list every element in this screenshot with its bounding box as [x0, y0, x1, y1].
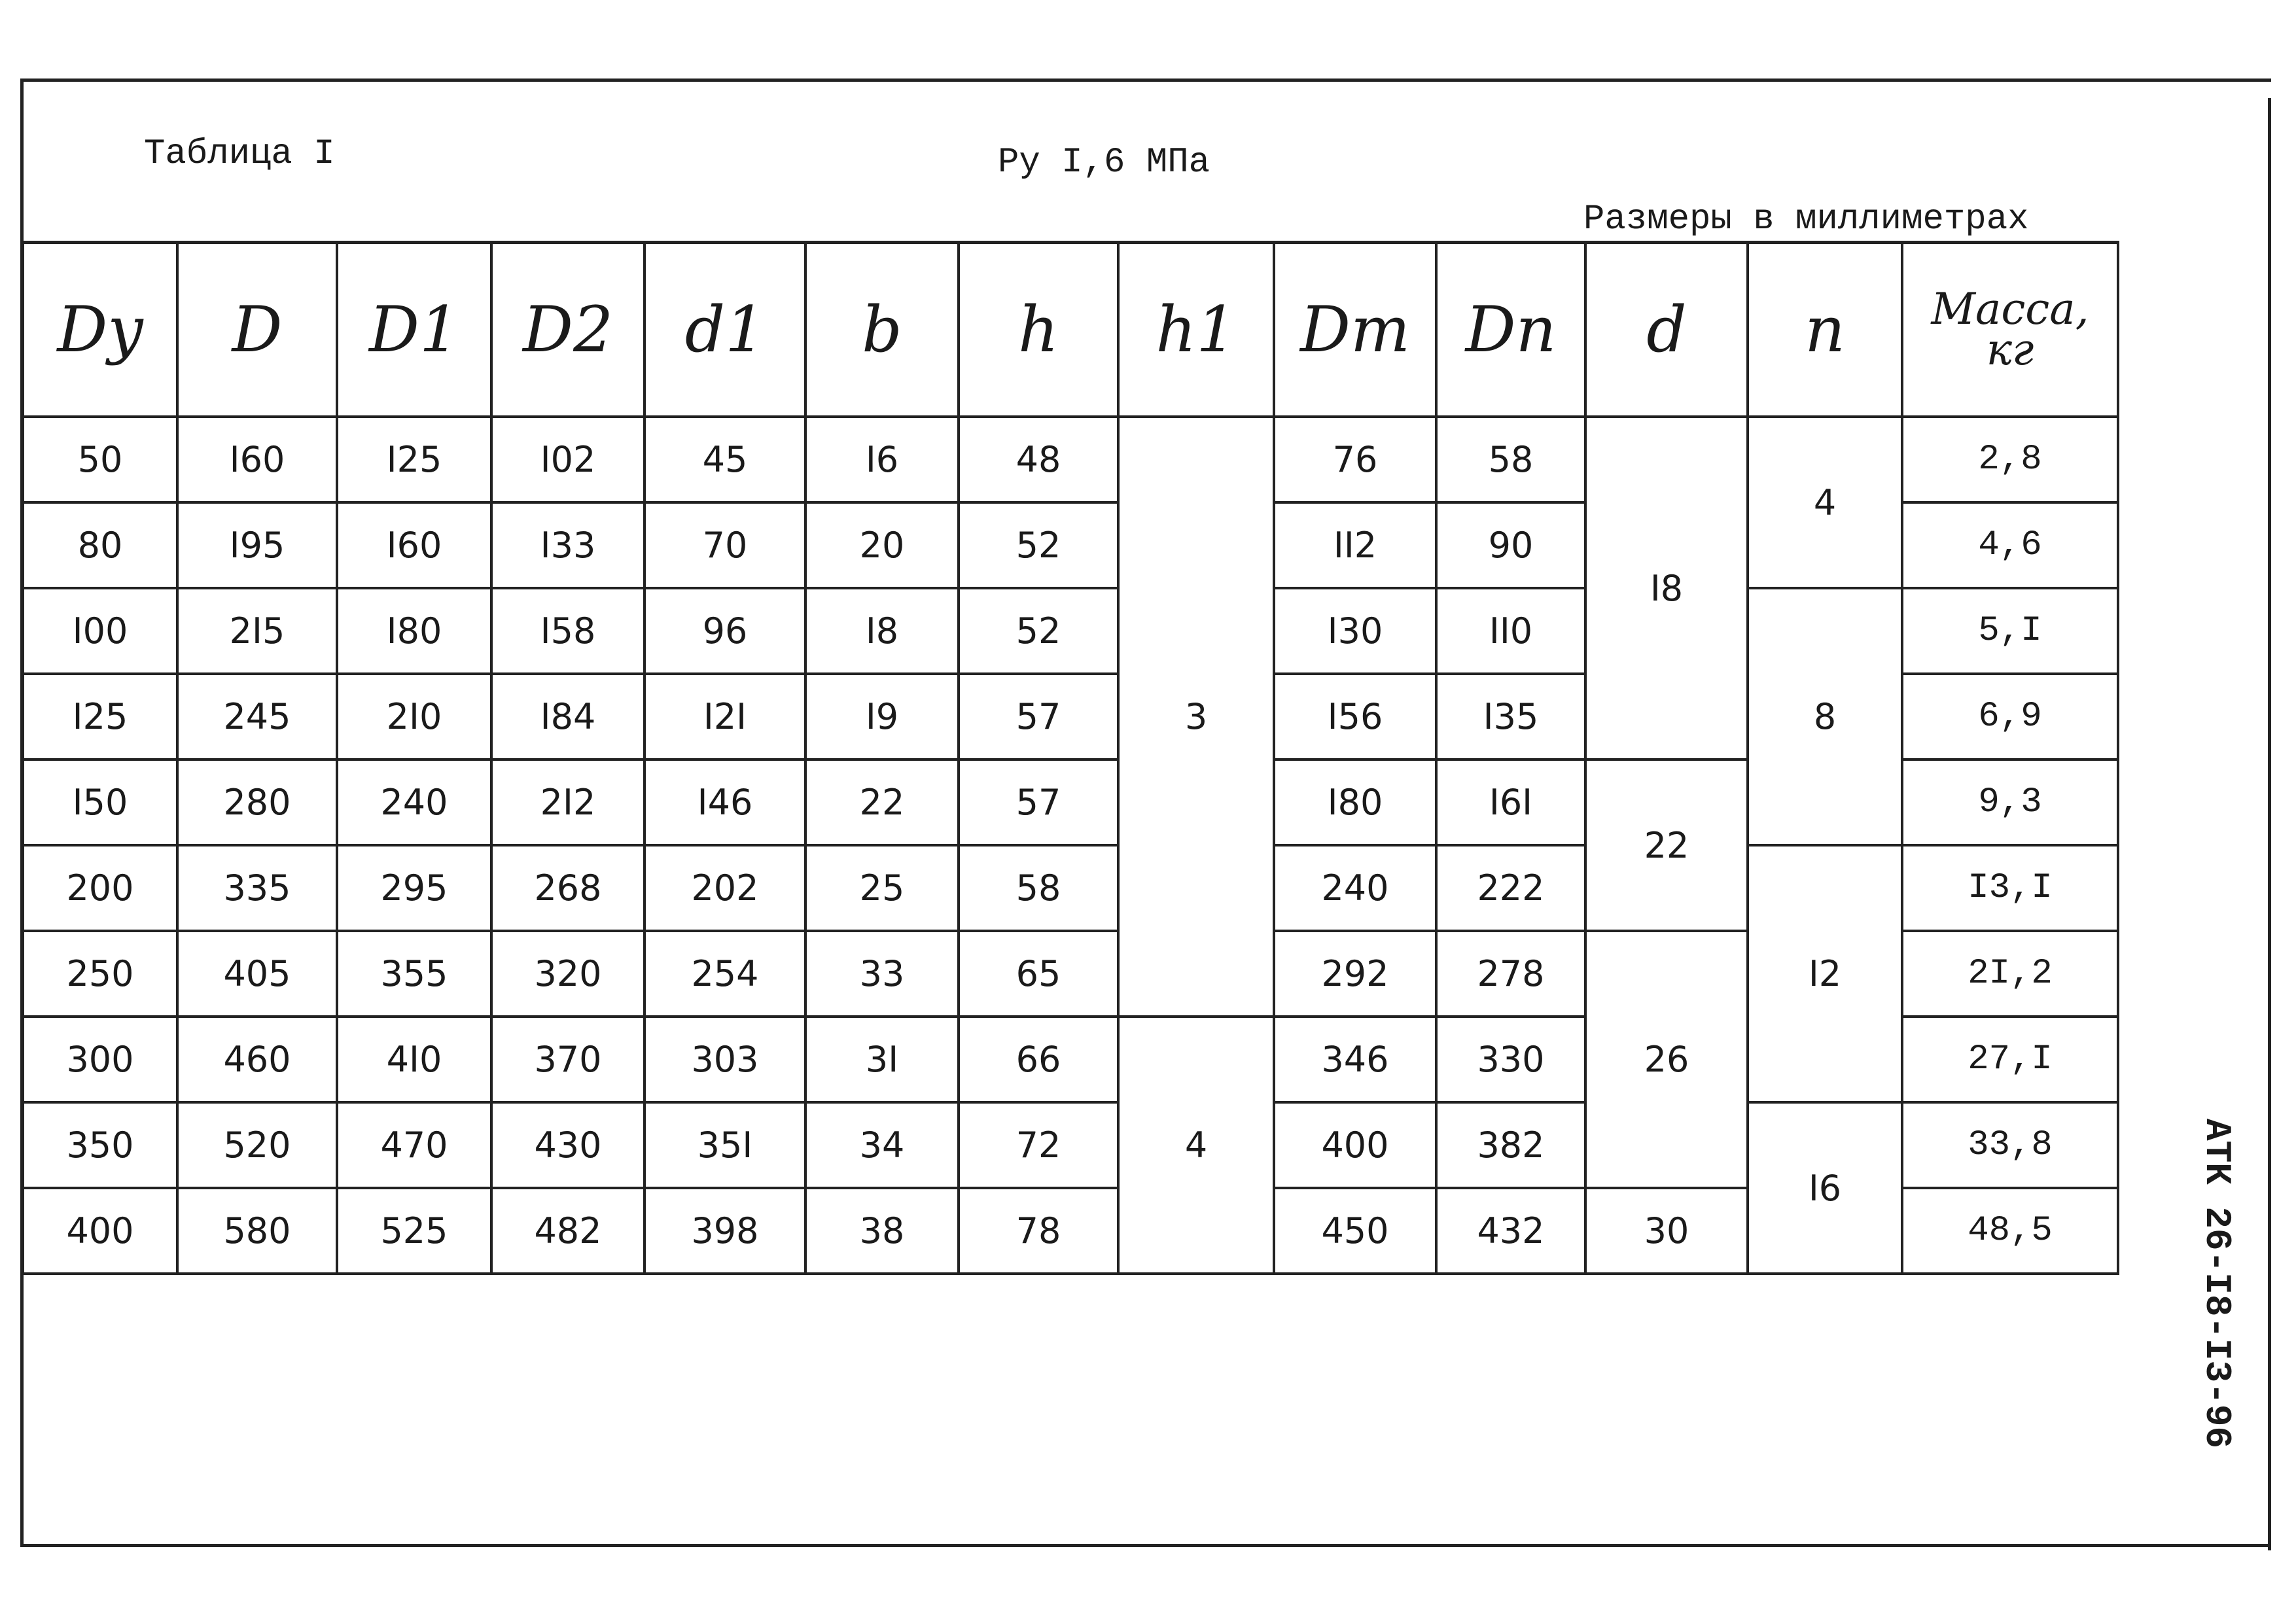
cell-Dn: I6I: [1436, 759, 1585, 845]
cell-Dm: 240: [1274, 845, 1436, 931]
cell-b: 33: [805, 931, 959, 1017]
cell-D: 335: [177, 845, 337, 931]
cell-Dn: 58: [1436, 417, 1585, 502]
cell-mass: 9,3: [1902, 759, 2118, 845]
cell-h: 66: [959, 1017, 1118, 1102]
cell-D1: 4I0: [337, 1017, 491, 1102]
header-Dn: Dn: [1436, 243, 1585, 417]
cell-d1: I46: [645, 759, 805, 845]
cell-Dy: 50: [23, 417, 177, 502]
cell-D: 280: [177, 759, 337, 845]
cell-D2: I84: [491, 674, 645, 759]
cell-Dm: I56: [1274, 674, 1436, 759]
cell-Dn: 222: [1436, 845, 1585, 931]
cell-D1: 295: [337, 845, 491, 931]
cell-d-merged: 26: [1585, 931, 1748, 1188]
cell-h: 78: [959, 1188, 1118, 1274]
frame-right-edge: [2268, 98, 2271, 1550]
header-Dm: Dm: [1274, 243, 1436, 417]
cell-D1: I25: [337, 417, 491, 502]
cell-Dn: 382: [1436, 1102, 1585, 1188]
cell-d-merged: 30: [1585, 1188, 1748, 1274]
cell-d1: 303: [645, 1017, 805, 1102]
pressure-label: Ру I,6 МПа: [998, 143, 1210, 183]
header-b: b: [805, 243, 959, 417]
cell-h1-merged: 3: [1118, 417, 1274, 1017]
cell-D: 580: [177, 1188, 337, 1274]
cell-b: 3I: [805, 1017, 959, 1102]
cell-D2: 370: [491, 1017, 645, 1102]
header-h: h: [959, 243, 1118, 417]
cell-mass: 33,8: [1902, 1102, 2118, 1188]
cell-D: 520: [177, 1102, 337, 1188]
cell-h1-merged: 4: [1118, 1017, 1274, 1274]
cell-b: 38: [805, 1188, 959, 1274]
cell-h: 72: [959, 1102, 1118, 1188]
cell-Dm: I80: [1274, 759, 1436, 845]
header-D2: D2: [491, 243, 645, 417]
cell-D1: I60: [337, 502, 491, 588]
header-mass: Масса, кг: [1902, 243, 2118, 417]
header-d: d: [1585, 243, 1748, 417]
cell-n-merged: I6: [1748, 1102, 1902, 1274]
cell-b: 20: [805, 502, 959, 588]
cell-mass: 5,I: [1902, 588, 2118, 674]
cell-d-merged: I8: [1585, 417, 1748, 759]
dimensions-table: [22, 241, 2119, 1275]
cell-Dy: I25: [23, 674, 177, 759]
table-header-row: [23, 243, 2118, 417]
header-D1: D1: [337, 243, 491, 417]
cell-d1: 45: [645, 417, 805, 502]
cell-b: I8: [805, 588, 959, 674]
cell-Dm: 450: [1274, 1188, 1436, 1274]
cell-Dn: II0: [1436, 588, 1585, 674]
cell-D2: 268: [491, 845, 645, 931]
table-row: [23, 1102, 2118, 1188]
cell-b: 22: [805, 759, 959, 845]
header-Dy: Dy: [23, 243, 177, 417]
cell-h: 65: [959, 931, 1118, 1017]
cell-b: I9: [805, 674, 959, 759]
cell-h: 52: [959, 502, 1118, 588]
cell-mass: 2,8: [1902, 417, 2118, 502]
cell-Dy: 250: [23, 931, 177, 1017]
header-D: D: [177, 243, 337, 417]
cell-h: 48: [959, 417, 1118, 502]
table-label: Таблица I: [144, 134, 335, 174]
cell-n-merged: 4: [1748, 417, 1902, 588]
cell-D1: I80: [337, 588, 491, 674]
cell-mass: 4,6: [1902, 502, 2118, 588]
table-row: [23, 588, 2118, 674]
cell-D: 2I5: [177, 588, 337, 674]
header-h1: h1: [1118, 243, 1274, 417]
cell-d1: 70: [645, 502, 805, 588]
cell-h: 57: [959, 674, 1118, 759]
cell-h: 52: [959, 588, 1118, 674]
table-row: [23, 845, 2118, 931]
cell-D1: 240: [337, 759, 491, 845]
cell-D2: I58: [491, 588, 645, 674]
cell-d1: I2I: [645, 674, 805, 759]
cell-D: 405: [177, 931, 337, 1017]
cell-Dm: I30: [1274, 588, 1436, 674]
cell-h: 58: [959, 845, 1118, 931]
header-n: n: [1748, 243, 1902, 417]
cell-D1: 470: [337, 1102, 491, 1188]
cell-n-merged: I2: [1748, 845, 1902, 1102]
cell-D2: 320: [491, 931, 645, 1017]
table-row: [23, 417, 2118, 502]
cell-d1: 35I: [645, 1102, 805, 1188]
cell-b: 34: [805, 1102, 959, 1188]
cell-D: 245: [177, 674, 337, 759]
cell-Dm: II2: [1274, 502, 1436, 588]
cell-Dm: 400: [1274, 1102, 1436, 1188]
cell-Dm: 76: [1274, 417, 1436, 502]
cell-Dn: 278: [1436, 931, 1585, 1017]
cell-Dy: I50: [23, 759, 177, 845]
cell-n-merged: 8: [1748, 588, 1902, 845]
cell-h: 57: [959, 759, 1118, 845]
cell-Dn: 90: [1436, 502, 1585, 588]
cell-Dn: 330: [1436, 1017, 1585, 1102]
cell-D: I95: [177, 502, 337, 588]
cell-mass: 6,9: [1902, 674, 2118, 759]
cell-D: 460: [177, 1017, 337, 1102]
cell-d-merged: 22: [1585, 759, 1748, 931]
cell-mass: 2I,2: [1902, 931, 2118, 1017]
cell-Dy: 80: [23, 502, 177, 588]
cell-D2: 430: [491, 1102, 645, 1188]
cell-d1: 398: [645, 1188, 805, 1274]
cell-D2: 2I2: [491, 759, 645, 845]
units-note: Размеры в миллиметрах: [1583, 200, 2029, 239]
cell-d1: 254: [645, 931, 805, 1017]
cell-D2: I33: [491, 502, 645, 588]
cell-Dy: 300: [23, 1017, 177, 1102]
cell-D1: 2I0: [337, 674, 491, 759]
cell-D: I60: [177, 417, 337, 502]
cell-mass: I3,I: [1902, 845, 2118, 931]
cell-Dm: 292: [1274, 931, 1436, 1017]
header-d1: d1: [645, 243, 805, 417]
cell-D1: 355: [337, 931, 491, 1017]
cell-Dm: 346: [1274, 1017, 1436, 1102]
cell-D1: 525: [337, 1188, 491, 1274]
cell-Dy: 400: [23, 1188, 177, 1274]
cell-d1: 202: [645, 845, 805, 931]
cell-D2: I02: [491, 417, 645, 502]
document-code: АТК 26-I8-I3-96: [2196, 1119, 2238, 1449]
cell-mass: 48,5: [1902, 1188, 2118, 1274]
cell-Dn: 432: [1436, 1188, 1585, 1274]
cell-Dy: I00: [23, 588, 177, 674]
cell-mass: 27,I: [1902, 1017, 2118, 1102]
cell-d1: 96: [645, 588, 805, 674]
cell-Dy: 200: [23, 845, 177, 931]
cell-b: 25: [805, 845, 959, 931]
cell-Dy: 350: [23, 1102, 177, 1188]
cell-b: I6: [805, 417, 959, 502]
cell-D2: 482: [491, 1188, 645, 1274]
cell-Dn: I35: [1436, 674, 1585, 759]
